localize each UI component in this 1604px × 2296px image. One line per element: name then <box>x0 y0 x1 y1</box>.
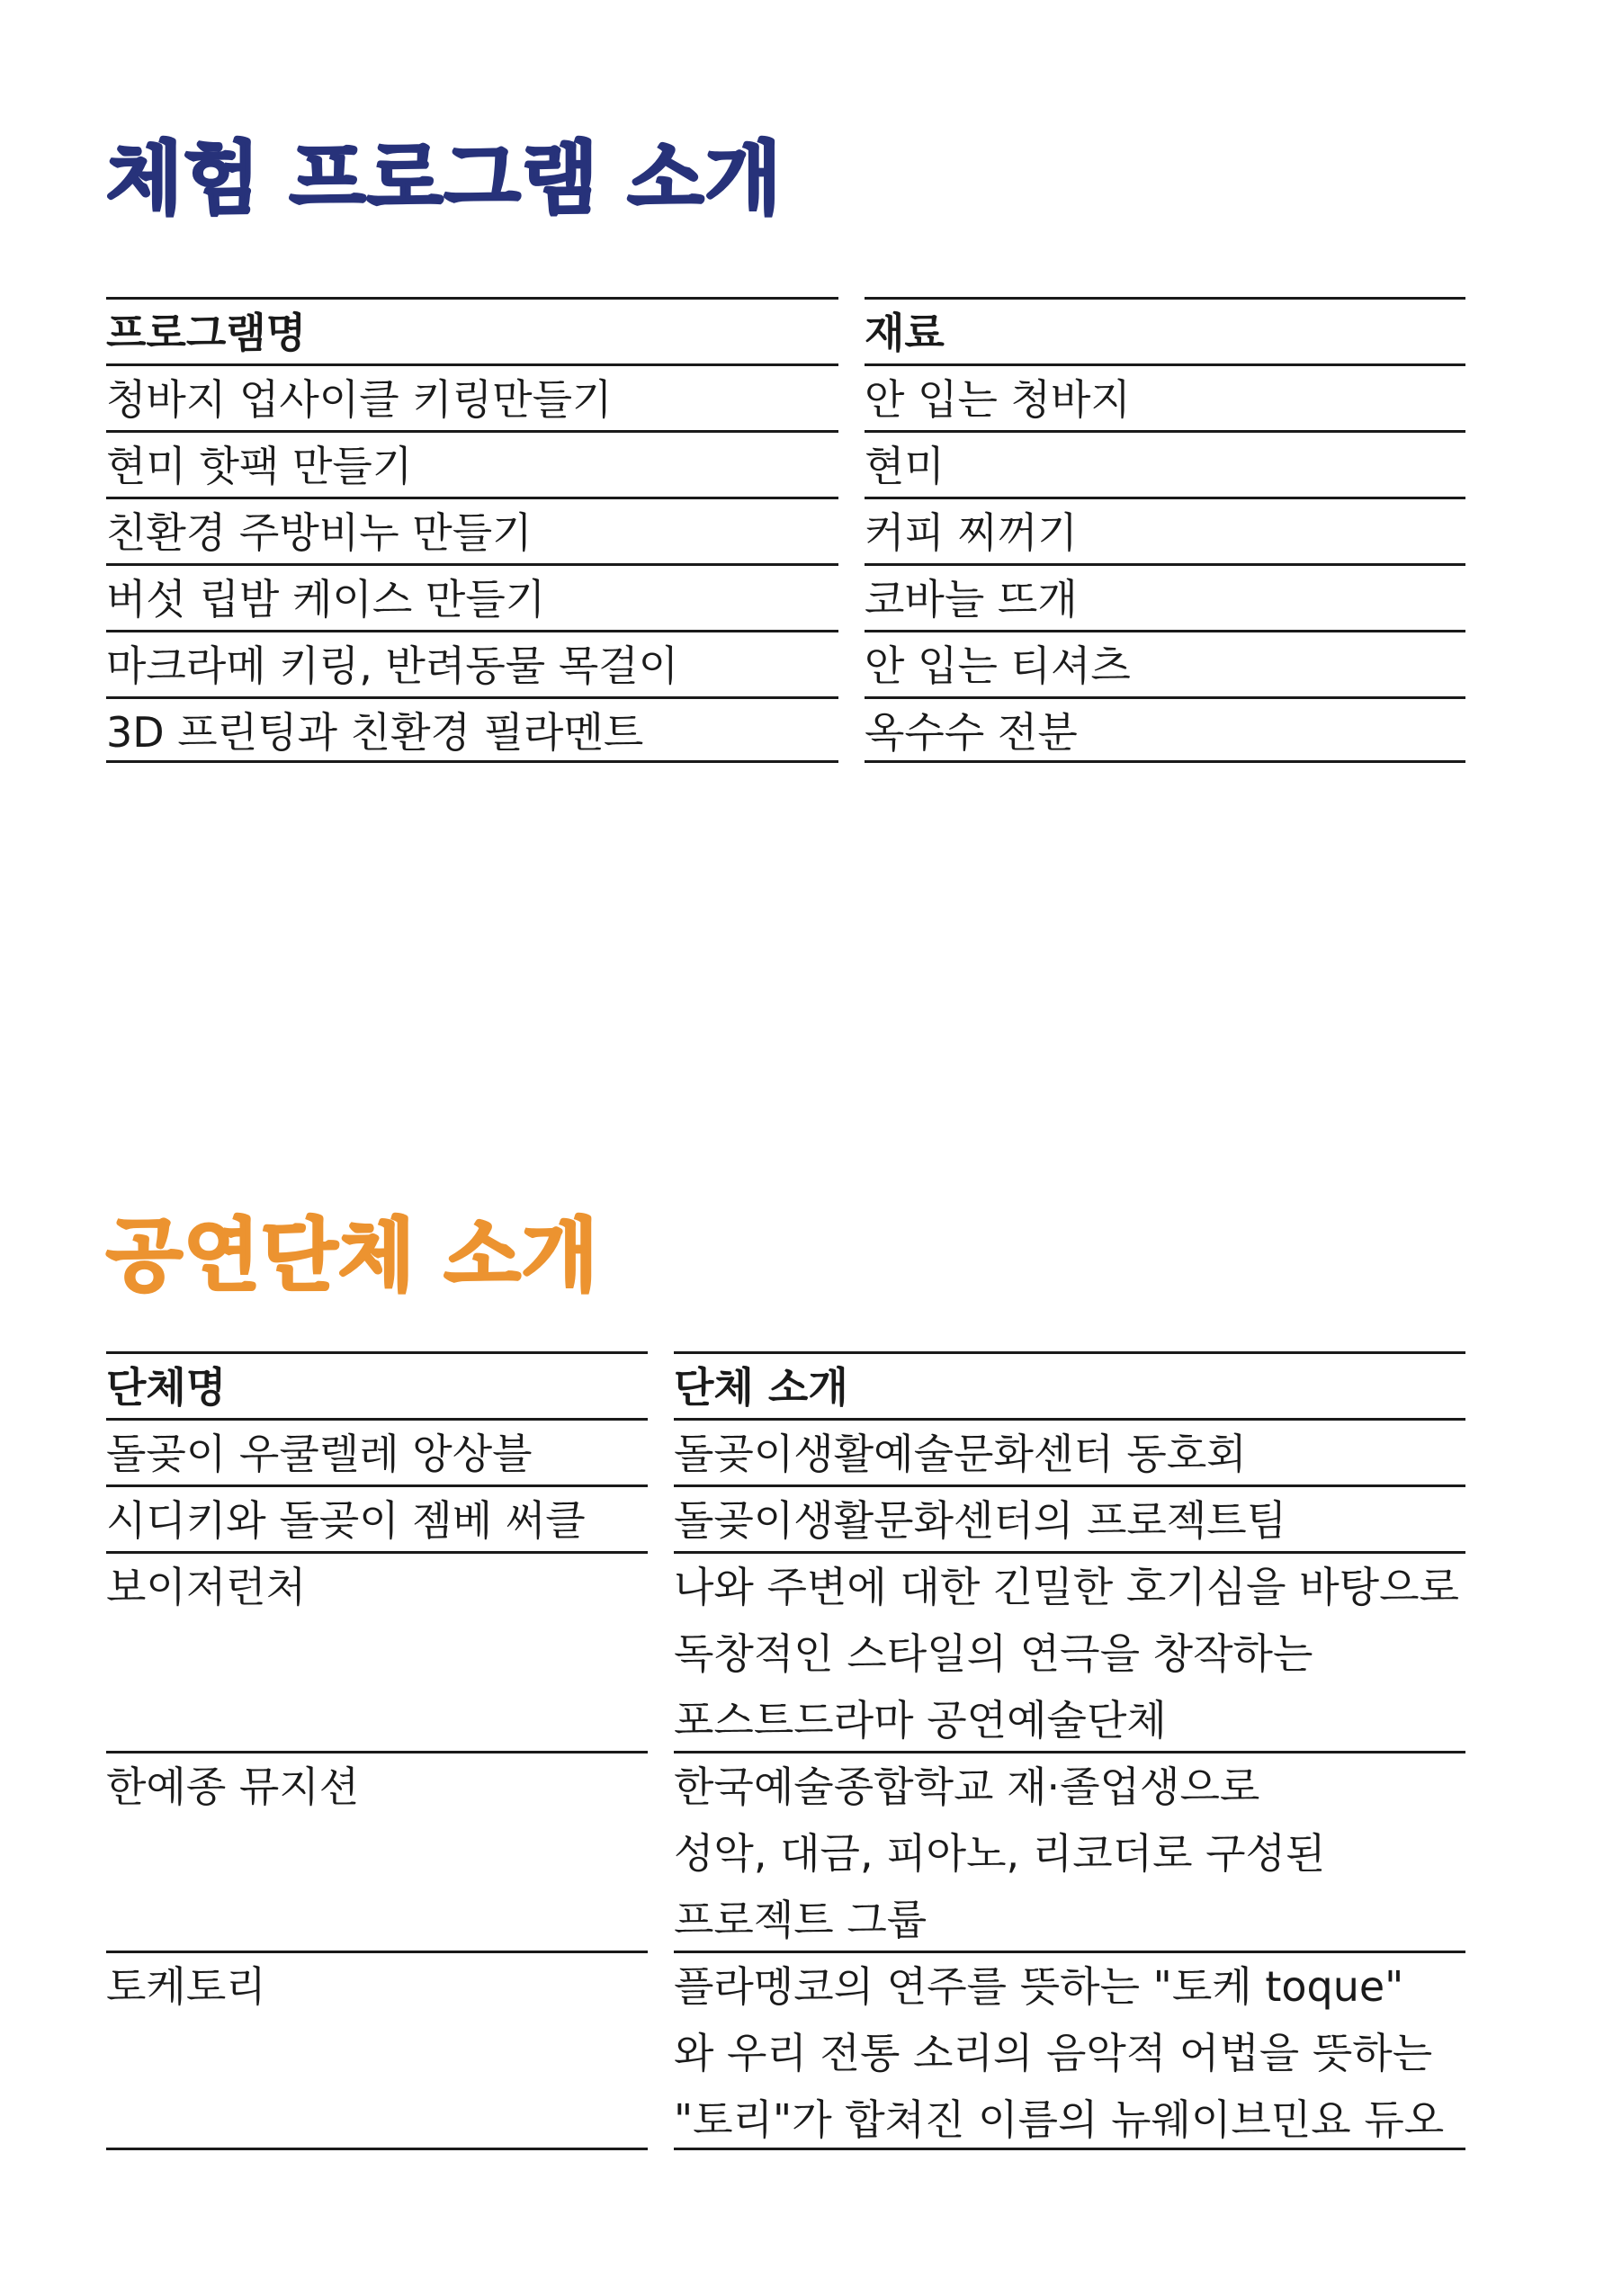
program-material-header: 재료 <box>865 297 1465 363</box>
program-section-title: 체험 프로그램 소개 <box>106 132 783 225</box>
troupe-desc-line: 돌곶이생활문화센터의 프로젝트팀 <box>674 1496 1287 1545</box>
troupe-name-cell: 돌곶이 우쿨렐레 앙상블 <box>106 1418 648 1484</box>
troupe-desc-header: 단체 소개 <box>674 1351 1465 1418</box>
program-material-cell: 현미 <box>865 430 1465 497</box>
troupe-desc-line: 돌곶이생활예술문화센터 동호회 <box>674 1430 1247 1478</box>
troupe-desc-line: 한국예술종합학교 재·졸업생으로 <box>674 1762 1260 1811</box>
troupe-desc-cell <box>674 1551 1465 1751</box>
program-name-column <box>106 297 838 763</box>
troupe-name-cell: 한예종 뮤지션 <box>106 1751 648 1951</box>
troupe-desc-column <box>674 1351 1465 2150</box>
troupe-desc-line: 포스트드라마 공연예술단체 <box>674 1696 1167 1744</box>
troupe-desc-cell <box>674 1484 1465 1551</box>
troupe-desc-line: 프로젝트 그룹 <box>674 1896 927 1944</box>
program-material-cell: 안 입는 티셔츠 <box>865 630 1465 696</box>
program-name-cell: 친환경 주방비누 만들기 <box>106 497 838 563</box>
program-material-cell: 옥수수 전분 <box>865 696 1465 763</box>
troupe-name-header: 단체명 <box>106 1351 648 1418</box>
troupe-name-cell: 시디키와 돌곶이 젬베 써클 <box>106 1484 648 1551</box>
program-name-cell: 현미 핫팩 만들기 <box>106 430 838 497</box>
troupe-desc-line: 와 우리 전통 소리의 음악적 어법을 뜻하는 <box>674 2029 1433 2077</box>
program-name-cell: 마크라메 키링, 반려동물 목걸이 <box>106 630 838 696</box>
troupe-desc-line: 나와 주변에 대한 긴밀한 호기심을 바탕으로 <box>674 1563 1459 1611</box>
program-name-cell: 3D 프린팅과 친환경 필라멘트 <box>106 696 838 763</box>
program-name-cell: 청바지 업사이클 키링만들기 <box>106 363 838 430</box>
troupe-desc-line: 독창적인 스타일의 연극을 창작하는 <box>674 1629 1313 1678</box>
program-name-header: 프로그램명 <box>106 297 838 363</box>
troupe-name-column <box>106 1351 648 2150</box>
troupe-desc-cell <box>674 1751 1465 1951</box>
program-material-cell: 코바늘 뜨개 <box>865 563 1465 630</box>
troupe-name-cell: 토케토리 <box>106 1951 648 2150</box>
troupe-desc-cell <box>674 1418 1465 1484</box>
program-material-cell: 안 입는 청바지 <box>865 363 1465 430</box>
troupe-desc-line: 플라멩코의 연주를 뜻하는 "토케 toque" <box>674 1962 1404 2011</box>
program-material-cell: 커피 찌꺼기 <box>865 497 1465 563</box>
program-material-column <box>865 297 1465 763</box>
program-name-cell: 버섯 립밤 케이스 만들기 <box>106 563 838 630</box>
troupe-section-title: 공연단체 소개 <box>106 1209 599 1302</box>
troupe-desc-line: "토리"가 합쳐진 이름의 뉴웨이브민요 듀오 <box>674 2095 1445 2144</box>
troupe-desc-line: 성악, 대금, 피아노, 리코더로 구성된 <box>674 1829 1326 1878</box>
troupe-desc-cell <box>674 1951 1465 2150</box>
troupe-name-cell: 보이저런처 <box>106 1551 648 1751</box>
